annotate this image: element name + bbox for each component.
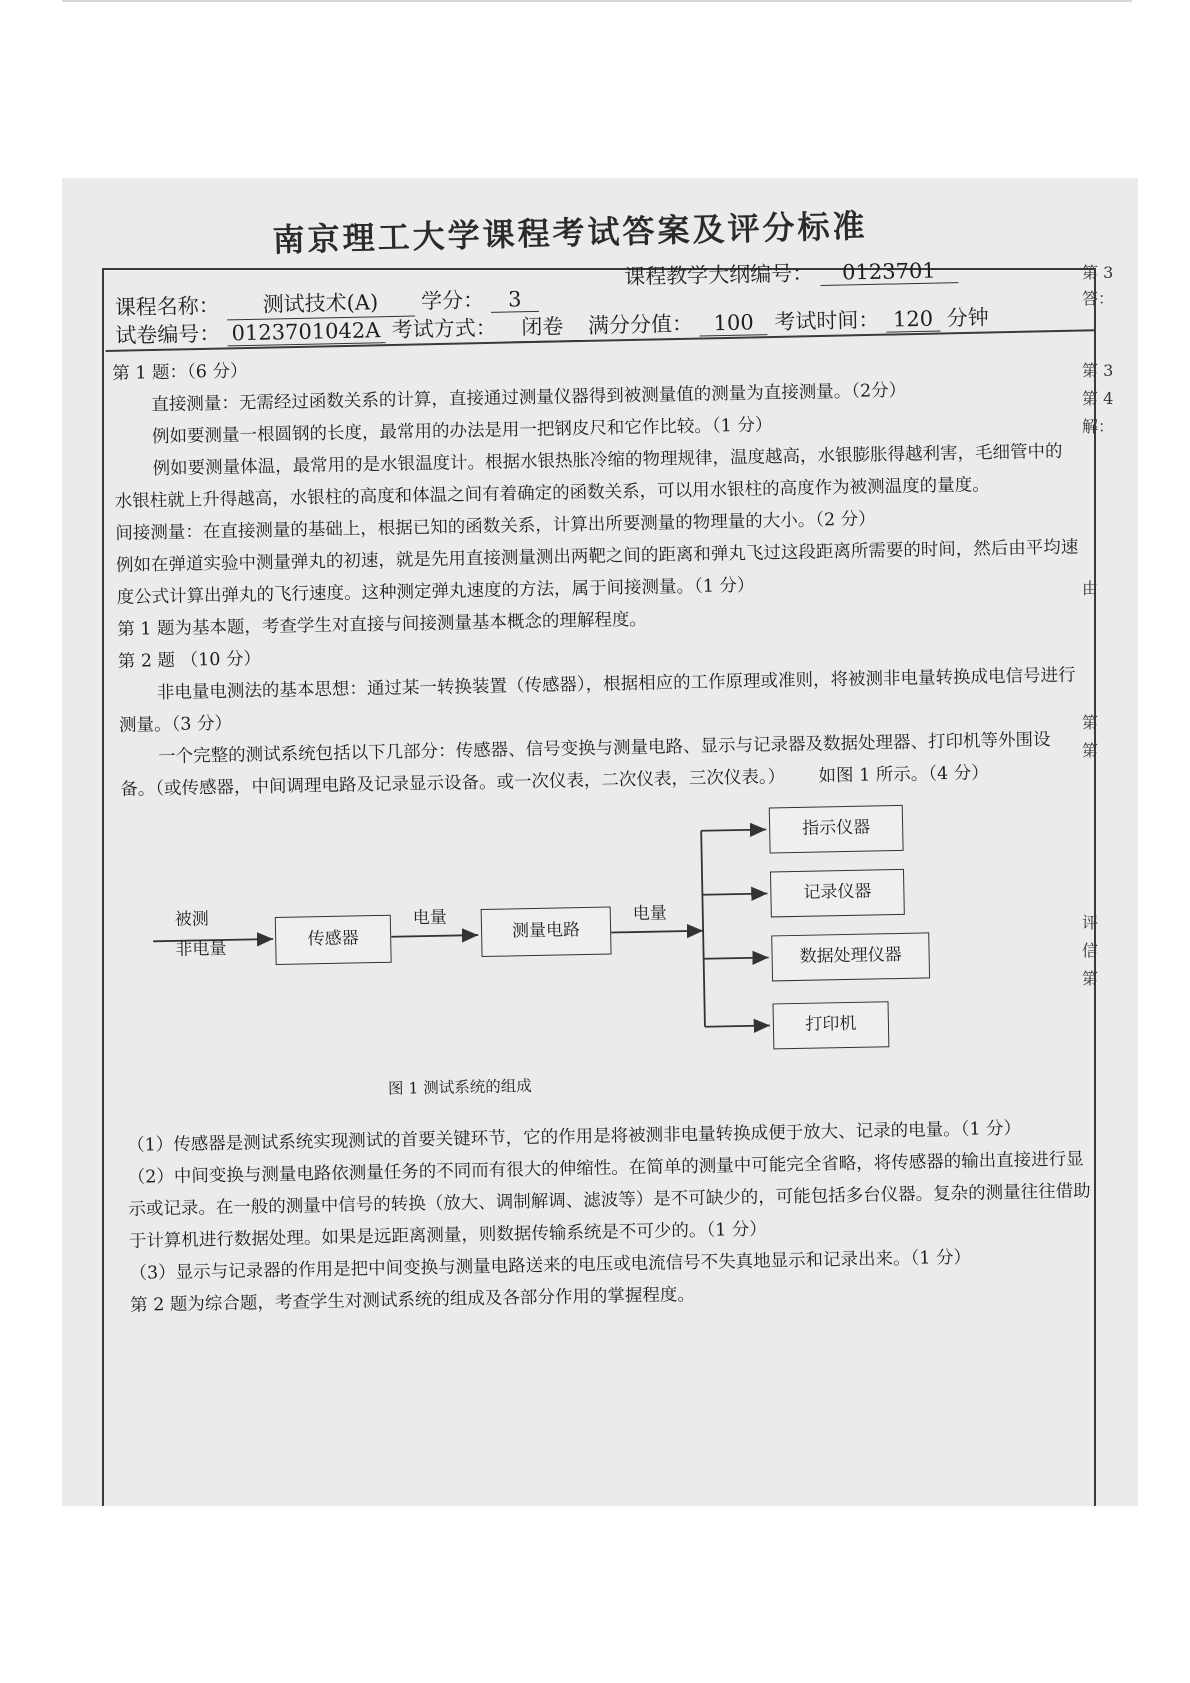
q2-point-2: （2）中间变换与测量电路依测量任务的不同而有很大的伸缩性。在简单的测量中可能完全省略，将传感器的输出直接进行显示或记录。在一般的测量中信号的转换（放大、调制解调、滤波等）是不可缺少的，可能包括多台仪器。复杂的测量往往借助于计算机进行数据处理。如果是远距离测量，则数据传输系统是不可少的。（1 分） bbox=[127, 1149, 1091, 1252]
bus-to-indicator-arrow bbox=[701, 830, 766, 831]
q2-components-text: 一个完整的测试系统包括以下几部分：传感器、信号变换与测量电路、显示与记录器及数据处理器、打印机等外围设备。（或传感器，中间调理电路及记录显示设备。或一次仪表，二次仪表，三次仪表。） bbox=[120, 730, 1051, 800]
margin-text-2: 答： bbox=[1082, 289, 1115, 308]
indicator-instrument-box: 指示仪器 bbox=[769, 805, 904, 854]
q1-summary: 第 1 题为基本题，考查学生对直接与间接测量基本概念的理解程度。 bbox=[117, 609, 648, 640]
q2-point-3: （3）显示与记录器的作用是把中间变换与测量电路送来的电压或电流信号不失真地显示和记录出来。（1 分） bbox=[129, 1247, 972, 1284]
q1-heading: 第 1 题：（6 分） bbox=[112, 361, 248, 384]
bus-to-processor-arrow bbox=[704, 958, 769, 959]
edge-label-electric-1: 电量 bbox=[412, 907, 447, 929]
q1-indirect-definition: 间接测量：在直接测量的基础上，根据已知的函数关系，计算出所要测量的物理量的大小。（2 分） bbox=[115, 509, 876, 544]
margin-text-10: 信 bbox=[1082, 941, 1099, 960]
course-value: 测试技术(A) bbox=[226, 286, 415, 321]
full-label: 满分分值： bbox=[587, 311, 694, 338]
sensor-to-circuit-arrow bbox=[391, 935, 478, 937]
paper-value: 0123701042A bbox=[227, 318, 385, 346]
q1-example-projectile: 例如在弹道实验中测量弹丸的初速，就是先用直接测量测出两靶之间的距离和弹丸飞过这段距离所需要的时间，然后由平均速度公式计算出弹丸的飞行速度。这种测定弹丸速度的方法，属于间接测量。（1 分） bbox=[115, 537, 1079, 608]
q1-example-length: 例如要测量一根圆钢的长度，最常用的办法是用一把钢皮尺和它作比较。（1 分） bbox=[151, 415, 773, 448]
adjacent-page-margin bbox=[1080, 258, 1138, 1506]
margin-text-4: 第 4 bbox=[1082, 389, 1114, 408]
bus-to-recorder-arrow bbox=[702, 894, 767, 895]
credit-value: 3 bbox=[491, 287, 540, 313]
answer-content bbox=[112, 339, 1095, 1321]
recorder-instrument-box: 记录仪器 bbox=[770, 869, 905, 918]
edge-label-electric-2: 电量 bbox=[632, 903, 667, 925]
method-value: 闭卷 bbox=[503, 310, 582, 343]
course-label: 课程名称： bbox=[114, 293, 221, 320]
outline-label: 课程教学大纲编号： bbox=[624, 261, 814, 290]
printer-box: 打印机 bbox=[773, 1001, 890, 1049]
output-bus bbox=[701, 831, 705, 1027]
margin-text-5: 解： bbox=[1082, 417, 1115, 436]
diagram-connectors bbox=[121, 791, 1092, 1129]
margin-text-1: 第 3 bbox=[1082, 263, 1114, 282]
q2-heading: 第 2 题 （10 分） bbox=[117, 649, 262, 672]
top-rule bbox=[62, 0, 1132, 2]
paper-label: 试卷编号： bbox=[115, 321, 221, 348]
course-info-header bbox=[104, 249, 1096, 352]
input-label-line2: 非电量 bbox=[175, 938, 227, 960]
q1-direct-definition: 直接测量：无需经过函数关系的计算，直接通过测量仪器得到被测量值的测量为直接测量。（2分） bbox=[151, 380, 907, 416]
q2-summary: 第 2 题为综合题，考查学生对测试系统的组成及各部分作用的掌握程度。 bbox=[130, 1284, 696, 1316]
input-label bbox=[175, 904, 227, 965]
outline-value: 0123701 bbox=[820, 258, 958, 286]
q2-figure-ref: 如图 1 所示。（4 分） bbox=[818, 763, 989, 787]
figure-caption: 图 1 测试系统的组成 bbox=[387, 1077, 532, 1098]
input-label-line1: 被测 bbox=[174, 909, 209, 930]
time-unit: 分钟 bbox=[946, 305, 989, 331]
time-value: 120 bbox=[886, 307, 941, 333]
q2-point-1: （1）传感器是测试系统实现测试的首要关键环节，它的作用是将被测非电量转换成便于放大、记录的电量。（1 分） bbox=[126, 1118, 1022, 1156]
circuit-to-bus-arrow bbox=[611, 931, 703, 933]
measurement-circuit-box: 测量电路 bbox=[481, 907, 612, 957]
full-value: 100 bbox=[699, 310, 768, 336]
data-processor-box: 数据处理仪器 bbox=[771, 932, 930, 981]
bus-to-printer-arrow bbox=[705, 1025, 770, 1026]
margin-text-9: 评 bbox=[1082, 913, 1099, 932]
margin-text-6: 由 bbox=[1082, 579, 1099, 598]
margin-text-8: 第 bbox=[1082, 741, 1099, 760]
time-label: 考试时间： bbox=[774, 307, 880, 334]
document-title: 南京理工大学课程考试答案及评分标准 bbox=[272, 206, 868, 260]
method-label: 考试方式： bbox=[391, 315, 497, 342]
sensor-box: 传感器 bbox=[275, 915, 392, 965]
margin-text-7: 第 bbox=[1082, 713, 1099, 732]
credit-label: 学分： bbox=[420, 288, 485, 314]
margin-text-3: 第 3 bbox=[1082, 361, 1114, 380]
exam-answer-sheet bbox=[62, 178, 1138, 1506]
test-system-diagram bbox=[121, 791, 1092, 1129]
q2-basic-idea: 非电量电测法的基本思想：通过某一转换装置（传感器），根据相应的工作原理或准则，将被测非电量转换成电信号进行测量。（3 分） bbox=[118, 665, 1076, 736]
outline-row bbox=[624, 254, 958, 291]
q1-example-temperature: 例如要测量体温，最常用的是水银温度计。根据水银热胀冷缩的物理规律，温度越高，水银膨胀得越利害，毛细管中的水银柱就上升得越高，水银柱的高度和体温之间有着确定的函数关系，可以用水银柱的高度作为被测温度的量度。 bbox=[114, 441, 1063, 512]
margin-text-11: 第 bbox=[1082, 969, 1099, 988]
